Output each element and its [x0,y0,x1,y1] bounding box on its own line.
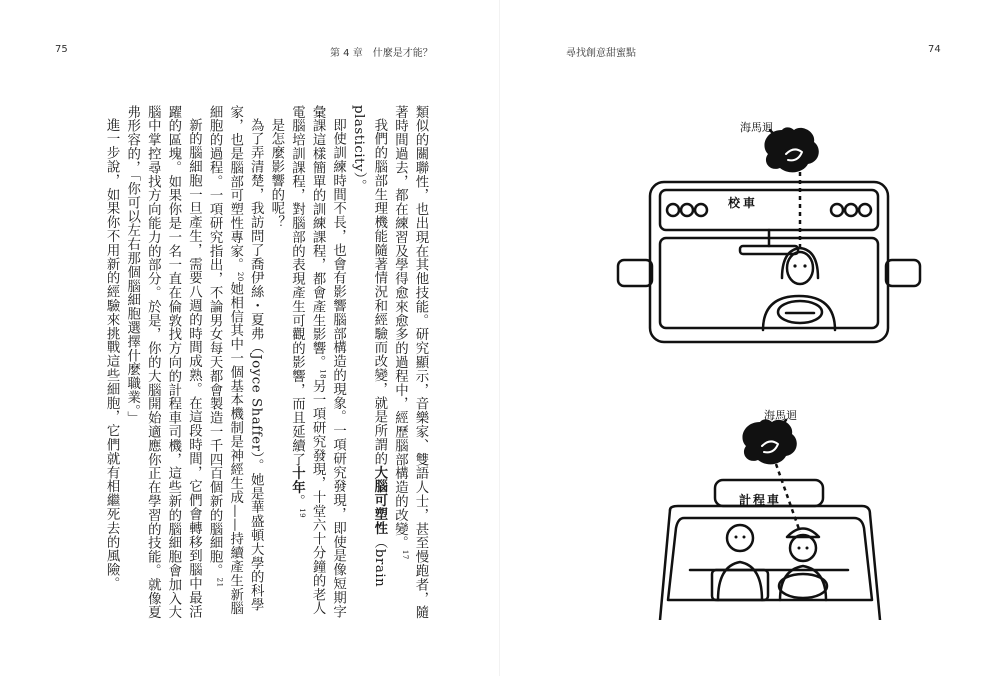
illustration [600,100,940,620]
footnote-marker: 20 [236,271,245,282]
illustration-drawing [600,100,940,620]
page-number-right: 74 [928,44,941,55]
paragraph-1: 類似的關聯性，也出現在其他技能。研究顯示，音樂家、雙語人士，甚至慢跑者，隨著時間過去，都在練習及學得愈來愈多的過程中，經歷腦部構造的改變。$^{17}$ [392,105,428,620]
bus-driver-face [793,264,806,267]
page-number-left: 75 [55,44,68,55]
paragraph-6: 新的腦細胞一旦產生，需要八週的時間成熟。在這段時間，它們會轉移到腦中最活躍的區塊。如果你是一名一直在倫敦找方向的計程車司機，這些新的腦細胞會加入大腦中掌控尋找方向能力的部分。於是，你的大腦開始適應你正在學習的技能。就像夏弗形容的，「你可以左右那個腦細胞選擇什麼職業。」 [124,105,202,620]
paragraph-3: 即使訓練時間不長，也會有影響腦部構造的現象。一項研究發現，即使是像短期字彙課這樣簡單的訓練課程，都會產生影響。$^{18}$另一項研究發現，十堂六十分鐘的老人電腦培訓課程，對腦部的表現產生可觀的影響，而且延續了十年。$^{19}$ [289,105,346,619]
paragraph-7: 進一步說，如果你不用新的經驗來挑戰這些細胞，它們就有相繼死去的風險。 [104,118,120,591]
hippocampus-label: 海馬迴 [764,409,797,422]
running-head-left: 第 4 章 什麼是才能？ [330,48,433,59]
taxi-sign: 計程車 [739,493,782,507]
paragraph-4: 是怎麼影響的呢？ [268,118,284,230]
footnote-marker: 21 [215,577,224,588]
paragraph-2: 我們的腦部生理機能隨著情況和經驗而改變，就是所謂的大腦可塑性（brain plasticity）。 [351,105,387,588]
paragraph-5: 為了弄清楚，我訪問了喬伊絲・夏弗（Joyce Shaffer）。她是華盛頓大學的科學家，也是腦部可塑性專家。$^{20}$她相信其中一個基本機制是神經生成——持續產生新腦細胞的過程。一項研究指出，不論男女每天都會製造一千四百個新的腦細胞。$^{21}$ [207,105,264,616]
footnote-marker: 17 [400,549,409,560]
bold-term: 大腦可塑性 [371,465,387,536]
footnote-marker: 19 [297,508,306,519]
footnote-marker: 18 [318,369,327,380]
running-head-right: 尋找創意甜蜜點 [566,48,636,59]
hippocampus-label: 海馬迴 [740,121,773,134]
school-bus-sign: 校車 [728,196,759,210]
school-bus-illustration [618,182,920,342]
body-text [55,105,430,625]
bold-term: 十年 [289,466,305,495]
